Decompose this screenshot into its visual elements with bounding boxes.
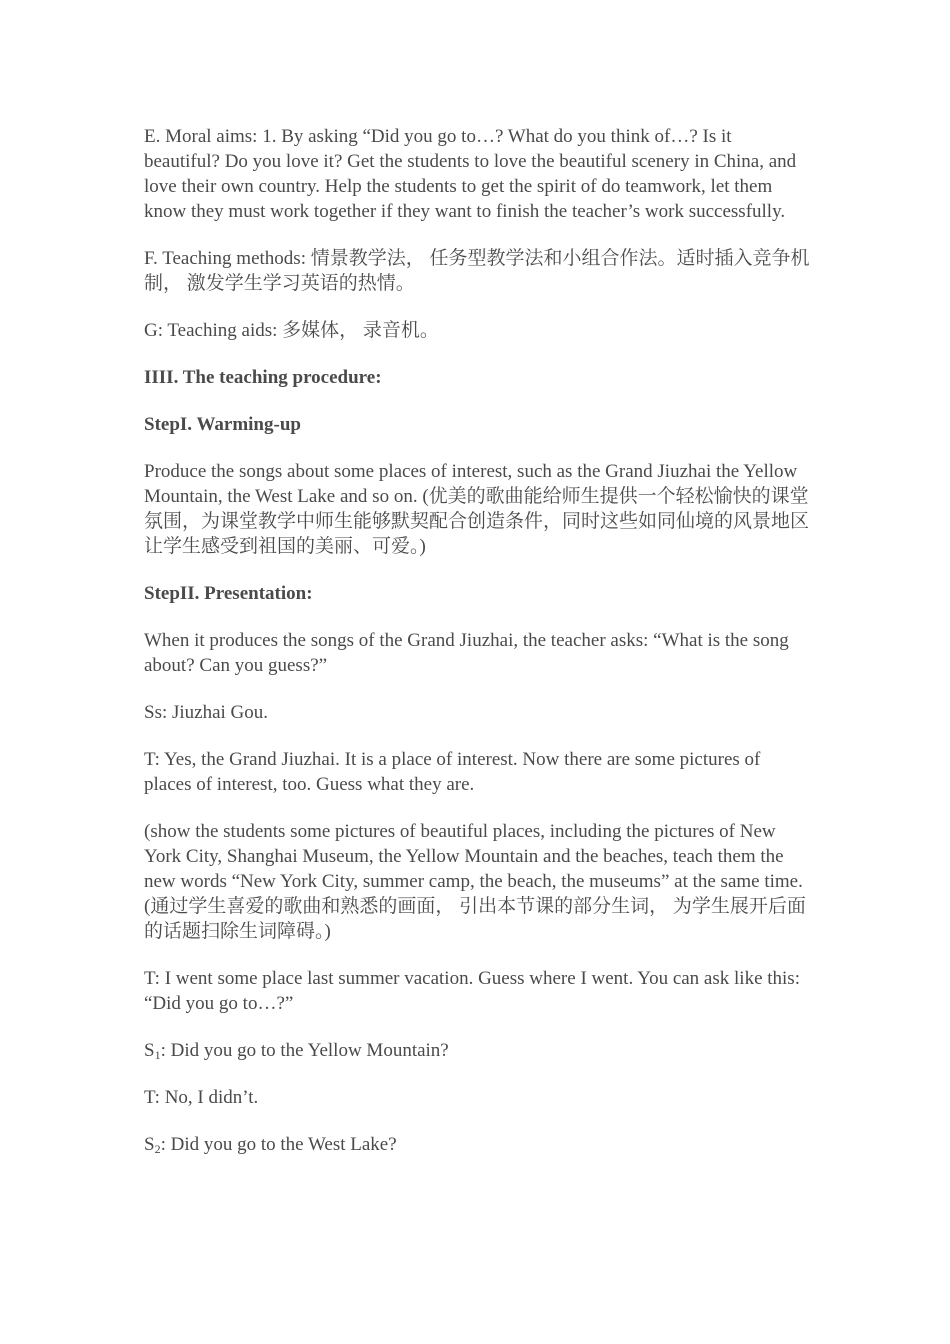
warmup-paragraph: Produce the songs about some places of interest, such as the Grand Jiuzhai the Yellow Mountain, the West Lake and so on. (优美的歌曲能给师生提供一个轻松愉快的课堂氛围，为课堂教学中师生能够默契配合创造条件，同时这些如同仙境的风景地区让学生感受到祖国的美丽、可爱。) (144, 461, 810, 557)
student2-subscript: 2 (154, 1142, 161, 1156)
teaching-methods-paragraph: F. Teaching methods: 情景教学法， 任务型教学法和小组合作法。适时插入竞争机制， 激发学生学习英语的热情。 (144, 248, 810, 294)
teaching-procedure-heading: IIII. The teaching procedure: (144, 367, 382, 388)
student1-question-line (144, 1038, 810, 1063)
presentation-intro-paragraph: When it produces the songs of the Grand Jiuzhai, the teacher asks: “What is the song about? Can you guess?” (144, 630, 789, 676)
teaching-aids-paragraph: G: Teaching aids: 多媒体， 录音机。 (144, 320, 439, 341)
show-pictures-paragraph: (show the students some pictures of beautiful places, including the pictures of New York City, Shanghai Museum, the Yellow Mountain and the beaches, teach them the new words “New York City, summer camp, the beach, the museums” at the same time.(通过学生喜爱的歌曲和熟悉的画面， 引出本节课的部分生词， 为学生展开后面的话题扫除生词障碍。) (144, 821, 806, 942)
student1-text: : Did you go to the Yellow Mountain? (160, 1040, 449, 1061)
student2-speaker: S (144, 1134, 155, 1155)
student1-speaker: S (144, 1040, 155, 1061)
document-body (144, 124, 810, 1179)
step2-heading: StepII. Presentation: (144, 583, 313, 604)
student1-subscript: 1 (154, 1048, 161, 1062)
student2-question-line (144, 1132, 810, 1157)
students-answer-line: Ss: Jiuzhai Gou. (144, 702, 269, 723)
student2-text: : Did you go to the West Lake? (160, 1134, 397, 1155)
teacher-no-line: T: No, I didn’t. (144, 1087, 259, 1108)
teacher-reply-paragraph: T: Yes, the Grand Jiuzhai. It is a place of interest. Now there are some pictures of places of interest, too. Guess what they are. (144, 749, 761, 795)
step1-heading: StepI. Warming-up (144, 414, 301, 435)
moral-aims-paragraph: E. Moral aims: 1. By asking “Did you go to…? What do you think of…? Is it beautiful? Do you love it? Get the students to love the beautiful scenery in China, and love their own country. Help the students to get the spirit of do teamwork, let them know they must work together if they want to finish the teacher’s work successfully. (144, 126, 797, 222)
teacher-went-paragraph: T: I went some place last summer vacation. Guess where I went. You can ask like this: “Did you go to…?” (144, 968, 800, 1014)
